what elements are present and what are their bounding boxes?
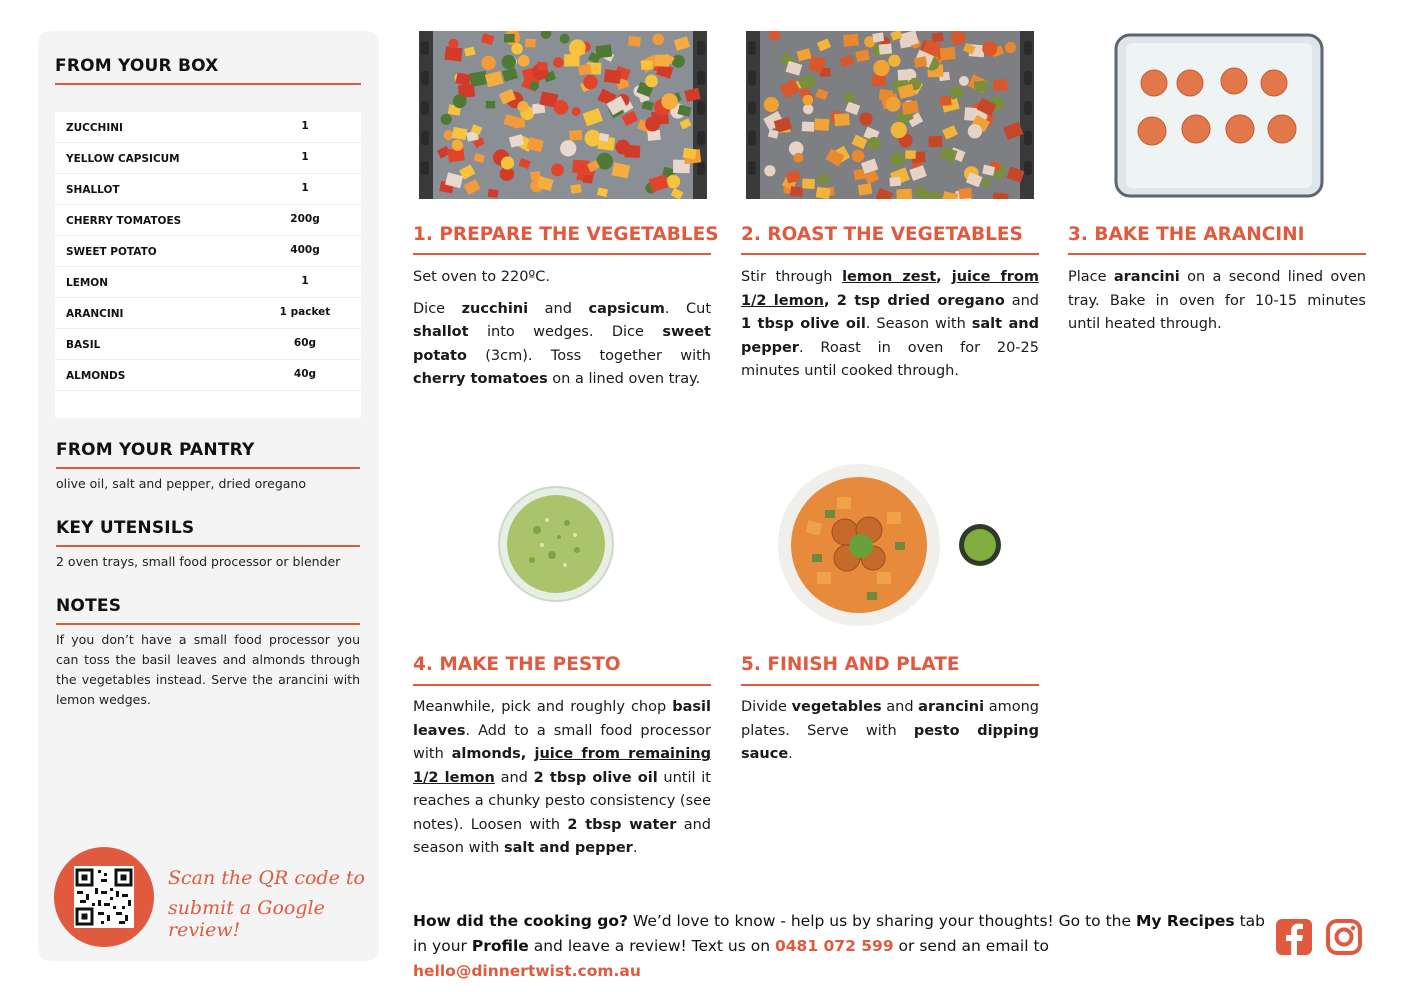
instruction-text: . [632,840,638,856]
ingredient-emphasis: pesto dipping sauce [741,722,1039,762]
step5-body [741,696,1039,775]
footer-text: tab in your [413,912,1266,955]
feedback-footer [413,909,1273,984]
instruction-text: and [528,300,589,317]
footer-text: or send an email to [893,937,1050,955]
my-recipes-label: My Recipes [1135,912,1235,930]
box-ingredient-row [55,112,361,143]
divider [56,623,360,625]
ingredient-name: ALMONDS [66,370,126,382]
box-ingredient-row [55,267,361,298]
divider [413,253,711,255]
step5-image [777,462,1005,628]
ingredient-emphasis: juice from remaining 1/2 lemon [413,746,712,786]
divider [1068,253,1366,255]
ingredient-emphasis: 2 tbsp water [567,816,677,833]
ingredient-emphasis: salt and pepper [741,316,1039,356]
step2-body [741,266,1039,392]
ingredient-name: SWEET POTATO [66,246,157,258]
instruction-text: until it reaches a chunky pesto consistency (see notes). Loosen with [413,769,711,833]
step4-body [413,696,711,869]
step4-title: 4. MAKE THE PESTO [413,654,621,675]
instruction-text: . Cut [664,300,712,317]
ingredient-emphasis: , [936,269,952,285]
box-ingredient-row [55,205,361,236]
ingredient-emphasis: lemon zest [842,269,937,285]
pantry-title: FROM YOUR PANTRY [56,440,255,460]
pantry-text: olive oil, salt and pepper, dried oregano [56,476,306,491]
ingredient-emphasis: zucchini [461,300,529,317]
ingredient-emphasis: vegetables [791,699,882,715]
step1-title: 1. PREPARE THE VEGETABLES [413,224,719,245]
ingredient-emphasis: shallot [413,324,469,340]
instruction-text: (3cm). Toss together with [466,347,711,364]
footer-text: We’d love to know - help us by sharing your thoughts! Go to the [627,912,1136,930]
instruction-text: and [494,769,534,786]
ingredients-panel [38,31,379,961]
ingredient-qty: 1 [301,151,309,163]
step1-image [419,31,707,199]
ingredient-emphasis: capsicum [588,300,665,317]
step5-para1 [741,696,1039,767]
instruction-text: . Roast in oven for 20-25 minutes until cooked through. [741,339,1039,379]
ingredient-emphasis: juice from 1/2 lemon [741,269,1040,309]
instruction-text: Dice [413,300,462,317]
instruction-text: into wedges. Dice [468,324,663,340]
instruction-text: Stir through [741,269,843,285]
instruction-text: . [788,746,793,762]
ingredient-emphasis: arancini [918,699,985,715]
email-link[interactable]: hello@dinnertwist.com.au [413,962,641,980]
step2-title: 2. ROAST THE VEGETABLES [741,224,1023,245]
instruction-text: on a lined oven tray. [547,371,701,387]
instruction-text: among plates. Serve with [741,699,1039,739]
ingredient-qty: 60g [293,337,317,349]
step4-image [497,485,615,603]
instruction-text: Meanwhile, pick and roughly chop [413,699,673,715]
ingredient-name: SHALLOT [66,184,120,196]
footer-question: How did the cooking go? [413,912,628,930]
divider [56,467,360,469]
ingredient-qty: 1 [301,120,309,132]
divider [741,684,1039,686]
qr-code-badge[interactable] [54,847,154,947]
phone-link[interactable]: 0481 072 599 [774,937,894,955]
ingredient-name: CHERRY TOMATOES [66,215,182,227]
ingredient-emphasis: salt and pepper [503,840,633,856]
ingredient-name: ARANCINI [66,308,124,320]
ingredient-emphasis: almonds [451,746,521,762]
ingredient-name: YELLOW CAPSICUM [66,153,180,165]
ingredient-emphasis: 1 tbsp olive oil [741,316,866,332]
ingredient-emphasis: basil leaves [413,699,711,739]
step3-title: 3. BAKE THE ARANCINI [1068,224,1305,245]
step5-title: 5. FINISH AND PLATE [741,654,960,675]
ingredient-qty: 200g [290,213,320,225]
step4-para1 [413,696,711,861]
divider [413,684,711,686]
qr-caption-line2: submit a Google review! [168,897,325,941]
step1-para1: Set oven to 220ºC. [413,269,550,285]
qr-caption-line1: Scan the QR code to [168,867,365,889]
notes-text: If you don’t have a small food processor you can toss the basil leaves and almonds through the vegetables instead. Serve the arancini with lemon wedges. [56,632,360,707]
ingredient-qty: 40g [293,368,317,380]
box-ingredients-table [55,112,361,418]
instruction-text: Divide [741,699,792,715]
step3-image [1114,33,1324,198]
ingredient-emphasis: 2 tbsp olive oil [533,769,658,786]
utensils-text: 2 oven trays, small food processor or blender [56,554,341,569]
divider [55,83,361,85]
step1-body [413,266,711,400]
box-ingredient-row [55,360,361,391]
box-ingredient-row [55,143,361,174]
instruction-text: Place [1068,269,1114,285]
divider [56,545,360,547]
box-ingredient-row [55,298,361,329]
ingredient-emphasis: , 2 tsp dried oregano [823,292,1005,309]
divider [741,253,1039,255]
step2-para1 [741,266,1039,384]
facebook-icon[interactable] [1275,918,1313,956]
step2-image [746,31,1034,199]
ingredient-name: BASIL [66,339,101,351]
instagram-icon[interactable] [1325,918,1363,956]
box-ingredient-row [55,329,361,360]
step3-para1 [1068,266,1366,337]
box-ingredient-row [55,236,361,267]
ingredient-qty: 1 [301,275,309,287]
instruction-text: . Add to a small food processor with [413,722,711,762]
ingredient-name: ZUCCHINI [66,122,123,134]
notes-title: NOTES [56,596,122,616]
instruction-text: . Season with [865,316,972,332]
step3-body [1068,266,1366,345]
profile-label: Profile [471,937,529,955]
step1-para2 [413,298,711,392]
instruction-text: and season with [413,816,711,856]
from-box-title: FROM YOUR BOX [55,56,219,76]
ingredient-emphasis: cherry tomatoes [413,371,548,387]
footer-text: and leave a review! Text us on [528,937,775,955]
ingredient-emphasis: arancini [1113,269,1180,285]
instruction-text: on a second lined oven tray. Bake in oven for 10-15 minutes until heated through. [1068,269,1366,332]
instruction-text: and [1004,292,1040,309]
utensils-title: KEY UTENSILS [56,518,195,538]
qr-code-icon[interactable] [74,866,134,928]
ingredient-qty: 400g [290,244,320,256]
box-ingredient-row [55,174,361,205]
ingredient-qty: 1 packet [279,306,331,318]
ingredient-emphasis: sweet potato [413,324,711,364]
instruction-text: and [881,699,919,715]
ingredient-name: LEMON [66,277,109,289]
ingredient-emphasis: , [520,746,535,762]
ingredient-qty: 1 [301,182,309,194]
